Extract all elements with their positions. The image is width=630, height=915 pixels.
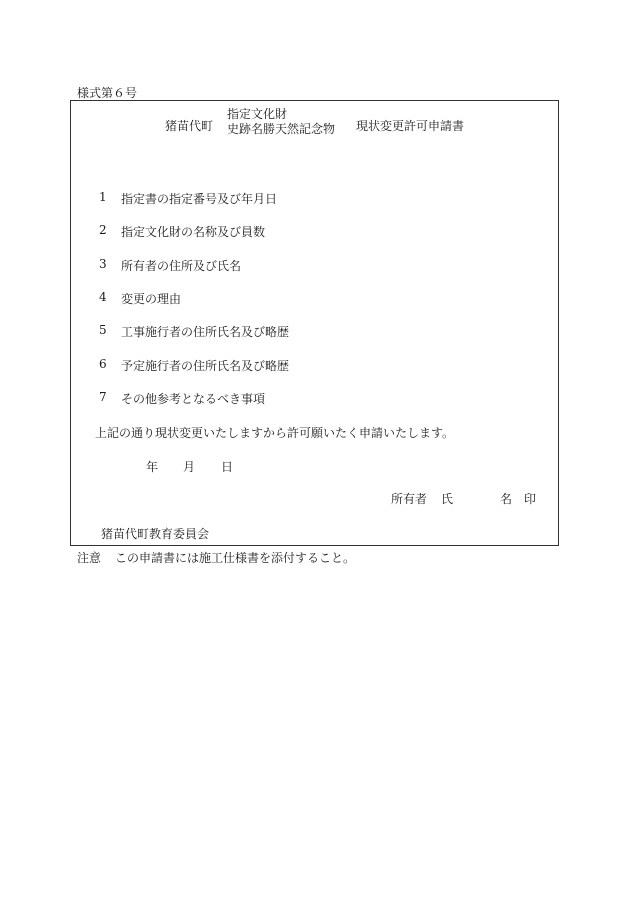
item-5-text: 工事施行者の住所氏名及び略歴 [121, 325, 290, 339]
addressee: 猪苗代町教育委員会 [101, 527, 210, 541]
title-category [227, 107, 335, 137]
title-category-top: 指定文化財 [227, 107, 288, 121]
title-tail: 現状変更許可申請書 [356, 119, 465, 133]
owner-name-label-mei: 名 [500, 492, 513, 506]
item-1-number: 1 [99, 190, 107, 204]
note-text: この申請書には施工仕様書を添付すること。 [115, 551, 356, 565]
note [77, 549, 355, 566]
item-4-text: 変更の理由 [121, 292, 182, 306]
title-town: 猪苗代町 [165, 119, 214, 133]
date-day-label: 日 [221, 460, 234, 474]
application-form-frame [70, 100, 559, 546]
item-5-number: 5 [99, 323, 107, 337]
date-year-label: 年 [146, 460, 159, 474]
item-2-text: 指定文化財の名称及び員数 [121, 225, 266, 239]
owner-name-label-shi: 氏 [441, 492, 454, 506]
title-category-bottom: 史跡名勝天然記念物 [227, 122, 336, 136]
item-3-number: 3 [99, 257, 107, 271]
item-6-number: 6 [99, 357, 107, 371]
item-6-text: 予定施行者の住所氏名及び略歴 [121, 359, 290, 373]
item-3-text: 所有者の住所及び氏名 [121, 259, 242, 273]
item-4-number: 4 [99, 290, 107, 304]
note-heading: 注意 [77, 551, 102, 565]
item-7-number: 7 [99, 390, 107, 404]
item-1-text: 指定書の指定番号及び年月日 [121, 192, 278, 206]
item-2-number: 2 [99, 223, 107, 237]
owner-label: 所有者 [391, 492, 428, 506]
declaration-text: 上記の通り現状変更いたしますから許可願いたく申請いたします。 [95, 426, 455, 440]
form-number: 様式第６号 [77, 86, 138, 100]
item-7-text: その他参考となるべき事項 [121, 392, 266, 406]
owner-seal-label: 印 [524, 492, 537, 506]
date-month-label: 月 [183, 460, 196, 474]
